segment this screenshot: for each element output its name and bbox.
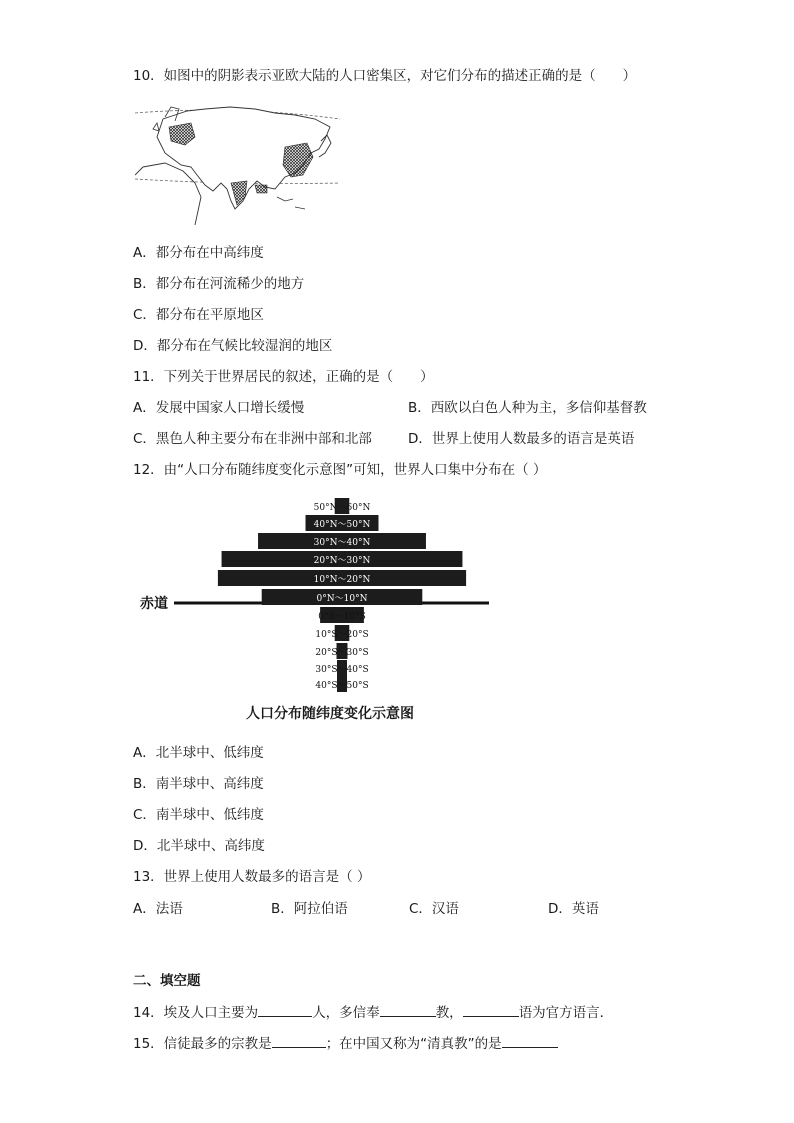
q10-option-a: A．都分布在中高纬度 [133, 245, 264, 261]
q14-text-3: 教， [435, 1005, 463, 1021]
q13-option-d: D．英语 [548, 901, 599, 917]
q10-option-b: B．都分布在河流稀少的地方 [133, 276, 305, 292]
lat-bar-label-4: 10°N～20°N [313, 575, 371, 585]
q13-option-c: C．汉语 [409, 901, 459, 917]
latitude-population-chart [134, 490, 494, 695]
q12-stem: 12．由“人口分布随纬度变化示意图”可知，世界人口集中分布在（ ） [133, 462, 547, 478]
q10-option-c: C．都分布在平原地区 [133, 307, 264, 323]
q13-option-b: B．阿拉伯语 [271, 901, 348, 917]
lat-bar-label-2: 30°N～40°N [313, 538, 371, 548]
lat-bar-label-0: 50°N～60°N [313, 503, 371, 513]
lat-bar-label-6: 0°S～10°S [318, 612, 366, 622]
eurasia-map [135, 97, 340, 225]
q13-stem: 13．世界上使用人数最多的语言是（ ） [133, 869, 371, 885]
q10-stem: 10．如图中的阴影表示亚欧大陆的人口密集区，对它们分布的描述正确的是（ ） [133, 68, 637, 84]
q12-option-a: A．北半球中、低纬度 [133, 745, 264, 761]
q15-blank-2[interactable] [502, 1035, 558, 1048]
q14-text-4: 语为官方语言． [518, 1005, 614, 1021]
lat-bar-label-10: 40°S～50°S [315, 681, 369, 691]
lat-bar-label-1: 40°N～50°N [313, 520, 371, 530]
q14-line [133, 1004, 613, 1022]
q13-option-a: A．法语 [133, 901, 183, 917]
q14-text-1: 14．埃及人口主要为 [133, 1005, 259, 1021]
q15-text-2: ；在中国又称为“清真教”的是 [325, 1036, 502, 1052]
q12-option-d: D．北半球中、高纬度 [133, 838, 265, 854]
lat-bar-label-3: 20°N～30°N [313, 556, 371, 566]
q11-option-d: D．世界上使用人数最多的语言是英语 [408, 431, 635, 447]
q11-option-b: B．西欧以白色人种为主，多信仰基督教 [408, 400, 647, 416]
q12-option-b: B．南半球中、高纬度 [133, 776, 264, 792]
q11-option-c: C．黑色人种主要分布在非洲中部和北部 [133, 431, 372, 447]
lat-bar-label-9: 30°S～40°S [315, 665, 369, 675]
q15-text-1: 15．信徒最多的宗教是 [133, 1036, 272, 1052]
q11-option-a: A．发展中国家人口增长缓慢 [133, 400, 305, 416]
q14-blank-1[interactable] [258, 1004, 312, 1017]
q15-blank-1[interactable] [272, 1035, 326, 1048]
q14-blank-2[interactable] [380, 1004, 436, 1017]
lat-bar-label-8: 20°S～30°S [315, 648, 369, 658]
q12-option-c: C．南半球中、低纬度 [133, 807, 264, 823]
lat-bar-label-7: 10°S～20°S [315, 630, 369, 640]
q14-text-2: 人，多信奉 [312, 1005, 380, 1021]
chart-caption: 人口分布随纬度变化示意图 [246, 706, 414, 722]
q14-blank-3[interactable] [463, 1004, 519, 1017]
q10-option-d: D．都分布在气候比较湿润的地区 [133, 338, 333, 354]
lat-bar-label-5: 0°N～10°N [316, 594, 368, 604]
section-title: 二、填空题 [133, 973, 201, 989]
q15-line [133, 1035, 558, 1053]
equator-label: 赤道 [140, 596, 168, 612]
q11-stem: 11．下列关于世界居民的叙述，正确的是（ ） [133, 369, 434, 385]
